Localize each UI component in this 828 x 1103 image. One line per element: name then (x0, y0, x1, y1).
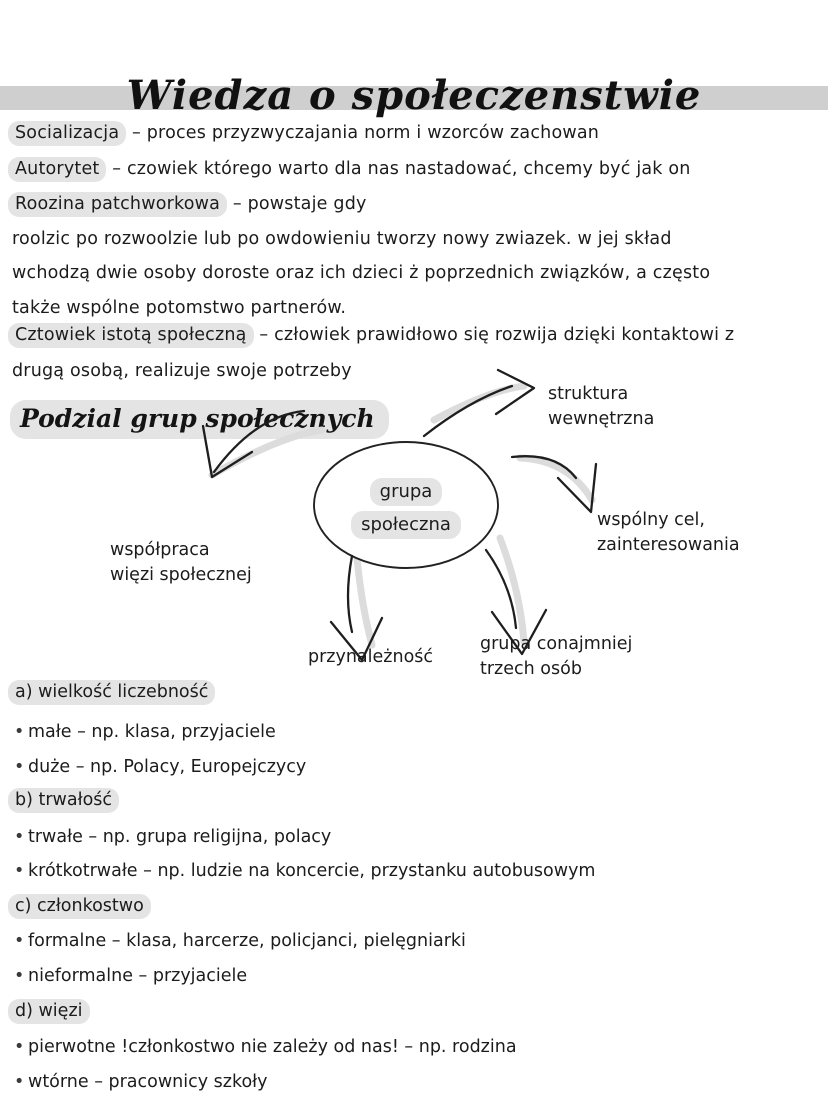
bullet-icon: • (14, 1037, 25, 1057)
node-line-1: przynależność (308, 647, 434, 667)
section-heading-label: Podzial grup społecznych (10, 400, 389, 439)
center-node-line-1: grupa (370, 478, 443, 506)
list-item-text: wtórne – pracownicy szkoły (28, 1072, 268, 1092)
node-line-2: trzech osób (480, 659, 582, 679)
node-line-1: grupa conajmniej (480, 634, 633, 654)
diagram-node-przynaleznosc (308, 645, 433, 670)
node-line-1: struktura (548, 384, 629, 404)
definition-czlowiek-istota-spoleczna (8, 327, 734, 345)
bullet-icon: • (14, 722, 25, 742)
bullet-icon: • (14, 757, 25, 777)
node-line-1: wspólny cel, (597, 510, 705, 530)
list-item-text: duże – np. Polacy, Europejczycy (28, 757, 307, 777)
list-item (14, 931, 466, 951)
list-item (14, 966, 247, 986)
definition-term: Roozina patchworkowa (8, 192, 227, 217)
diagram-node-wspolpraca (110, 538, 252, 588)
bullet-icon: • (14, 966, 25, 986)
node-line-2: zainteresowania (597, 535, 740, 555)
list-item-text: nieformalne – przyjaciele (28, 966, 248, 986)
paragraph-line: wchodzą dwie osoby doroste oraz ich dzieci ż poprzednich związków, a często (12, 263, 711, 283)
list-item-text: małe – np. klasa, przyjaciele (28, 722, 276, 742)
node-line-2: wewnętrzna (548, 409, 655, 429)
list-item-text: trwałe – np. grupa religijna, polacy (28, 827, 332, 847)
definition-socjalizacja (8, 125, 599, 143)
definition-term: Socializacja (8, 121, 126, 146)
definition-body: – powstaje gdy (232, 194, 367, 214)
category-label: d) więzi (8, 999, 90, 1024)
diagram-node-grupa-trzech (480, 632, 632, 682)
list-item-text: krótkotrwałe – np. ludzie na koncercie, przystanku autobusowym (28, 861, 596, 881)
definition-body: – czowiek którego warto dla nas nastadować, chcemy być jak on (112, 159, 691, 179)
category-label: a) wielkość liczebność (8, 680, 215, 705)
center-node-label (330, 475, 482, 541)
list-item (14, 827, 331, 847)
category-d (8, 1001, 90, 1021)
bullet-icon: • (14, 861, 25, 881)
list-item (14, 861, 595, 881)
page-title: Wiedza o społeczenstwie (126, 72, 702, 119)
definition-rodzina-patchworkowa (8, 196, 367, 214)
list-item (14, 1037, 517, 1057)
definition-autorytet (8, 161, 691, 179)
category-label: c) członkostwo (8, 894, 151, 919)
diagram-node-wspolny-cel (597, 508, 740, 558)
category-c (8, 896, 151, 916)
definition-term: Autorytet (8, 157, 106, 182)
list-item (14, 757, 306, 777)
list-item (14, 1072, 268, 1092)
center-node-line-2: społeczna (351, 511, 461, 539)
group-mindmap-diagram (0, 360, 828, 690)
category-a (8, 682, 215, 702)
category-b (8, 790, 119, 810)
node-line-1: współpraca (110, 540, 210, 560)
category-label: b) trwałość (8, 788, 119, 813)
bullet-icon: • (14, 931, 25, 951)
list-item-text: formalne – klasa, harcerze, policjanci, pielęgniarki (28, 931, 466, 951)
bullet-icon: • (14, 827, 25, 847)
paragraph-line: także wspólne potomstwo partnerów. (12, 298, 347, 318)
definition-continuation: drugą osobą, realizuje swoje potrzeby (12, 361, 352, 381)
paragraph-line: roolzic po rozwoolzie lub po owdowieniu tworzy nowy zwiazek. w jej skład (12, 229, 672, 249)
diagram-node-struktura (548, 382, 654, 432)
arrow-shadow-wspolny-cel (520, 458, 592, 500)
definition-body: – człowiek prawidłowo się rozwija dzięki kontaktowi z (259, 325, 735, 345)
definition-term: Cztowiek istotą społeczną (8, 323, 254, 348)
list-item (14, 722, 276, 742)
bullet-icon: • (14, 1072, 25, 1092)
arrow-line-przynaleznosc (348, 556, 352, 632)
list-item-text: pierwotne !członkostwo nie zależy od nas! – np. rodzina (28, 1037, 517, 1057)
definition-body: – proces przyzwyczajania norm i wzorców zachowan (132, 123, 600, 143)
node-line-2: więzi społecznej (110, 565, 252, 585)
